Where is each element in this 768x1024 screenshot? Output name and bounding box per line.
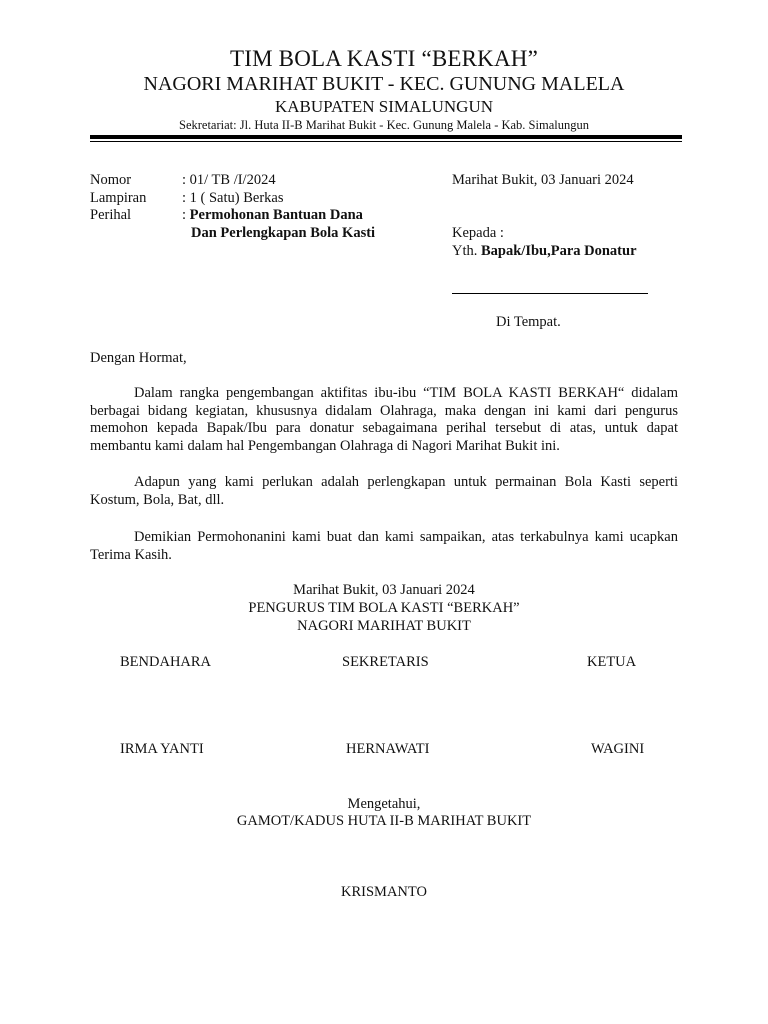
letterhead-rule-thick <box>90 135 682 139</box>
perihal-value <box>182 207 363 224</box>
gamot-title: GAMOT/KADUS HUTA II-B MARIHAT BUKIT <box>236 813 532 829</box>
perihal-line-1: Permohonan Bantuan Dana <box>189 207 363 223</box>
sekretaris-name: HERNAWATI <box>346 741 430 757</box>
secretariat-address: Sekretariat: Jl. Huta II-B Marihat Bukit - Kec. Gunung Malela - Kab. Simalungun <box>179 118 589 132</box>
paragraph-3-text: Demikian Permohonanini kami buat dan kami sampaikan, atas terkabulnya kami ucapkan Terima Kasih. <box>90 529 678 563</box>
lampiran-value: : 1 ( Satu) Berkas <box>182 190 284 206</box>
nomor-value: : 01/ TB /I/2024 <box>182 172 276 188</box>
paragraph-1-text: Dalam rangka pengembangan aktifitas ibu-ibu “TIM BOLA KASTI BERKAH“ didalam berbagai bidang kegiatan, khususnya didalam Olahraga, maka dengan ini kami dari pengurus memohon kepada Bapak/Ibu para donatur sebagaimana perihal tersebut di atas, untuk dapat membantu kami dalam hal Pengembangan Olahraga di Nagori Marihat Bukit ini. <box>90 385 678 454</box>
bendahara-title: BENDAHARA <box>120 654 212 670</box>
perihal-colon: : <box>182 207 190 223</box>
salutation: Dengan Hormat, <box>90 350 187 366</box>
perihal-label: Perihal <box>90 207 132 223</box>
paragraph-2 <box>90 474 678 509</box>
recipient-name: Bapak/Ibu,Para Donatur <box>481 243 637 259</box>
paragraph-1 <box>90 385 678 455</box>
org-title: TIM BOLA KASTI “BERKAH” <box>229 46 539 71</box>
letterhead-rule-thin <box>90 141 682 142</box>
yth-prefix: Yth. <box>452 243 481 259</box>
ketua-title: KETUA <box>587 654 637 670</box>
bendahara-name: IRMA YANTI <box>120 741 204 757</box>
paragraph-2-text: Adapun yang kami perlukan adalah perlengkapan untuk permainan Bola Kasti seperti Kostum, Bola, Bat, dll. <box>90 474 678 508</box>
lampiran-label: Lampiran <box>90 190 147 206</box>
recipient <box>452 243 637 260</box>
kepada-label: Kepada : <box>452 225 504 241</box>
ketua-name: WAGINI <box>591 741 645 757</box>
closing-committee: PENGURUS TIM BOLA KASTI “BERKAH” <box>248 600 520 616</box>
mengetahui-label: Mengetahui, <box>347 796 421 812</box>
paragraph-3 <box>90 529 678 564</box>
gamot-name: KRISMANTO <box>341 884 427 900</box>
recipient-underline <box>452 293 648 294</box>
closing-village: NAGORI MARIHAT BUKIT <box>297 618 471 634</box>
perihal-line-2: Dan Perlengkapan Bola Kasti <box>191 225 376 241</box>
letter-date: Marihat Bukit, 03 Januari 2024 <box>452 172 634 188</box>
nomor-label: Nomor <box>90 172 132 188</box>
sekretaris-title: SEKRETARIS <box>342 654 429 670</box>
regency-line: KABUPATEN SIMALUNGUN <box>274 97 494 116</box>
region-line: NAGORI MARIHAT BUKIT - KEC. GUNUNG MALELA <box>143 73 625 95</box>
closing-date: Marihat Bukit, 03 Januari 2024 <box>293 582 475 598</box>
di-tempat: Di Tempat. <box>496 314 561 330</box>
